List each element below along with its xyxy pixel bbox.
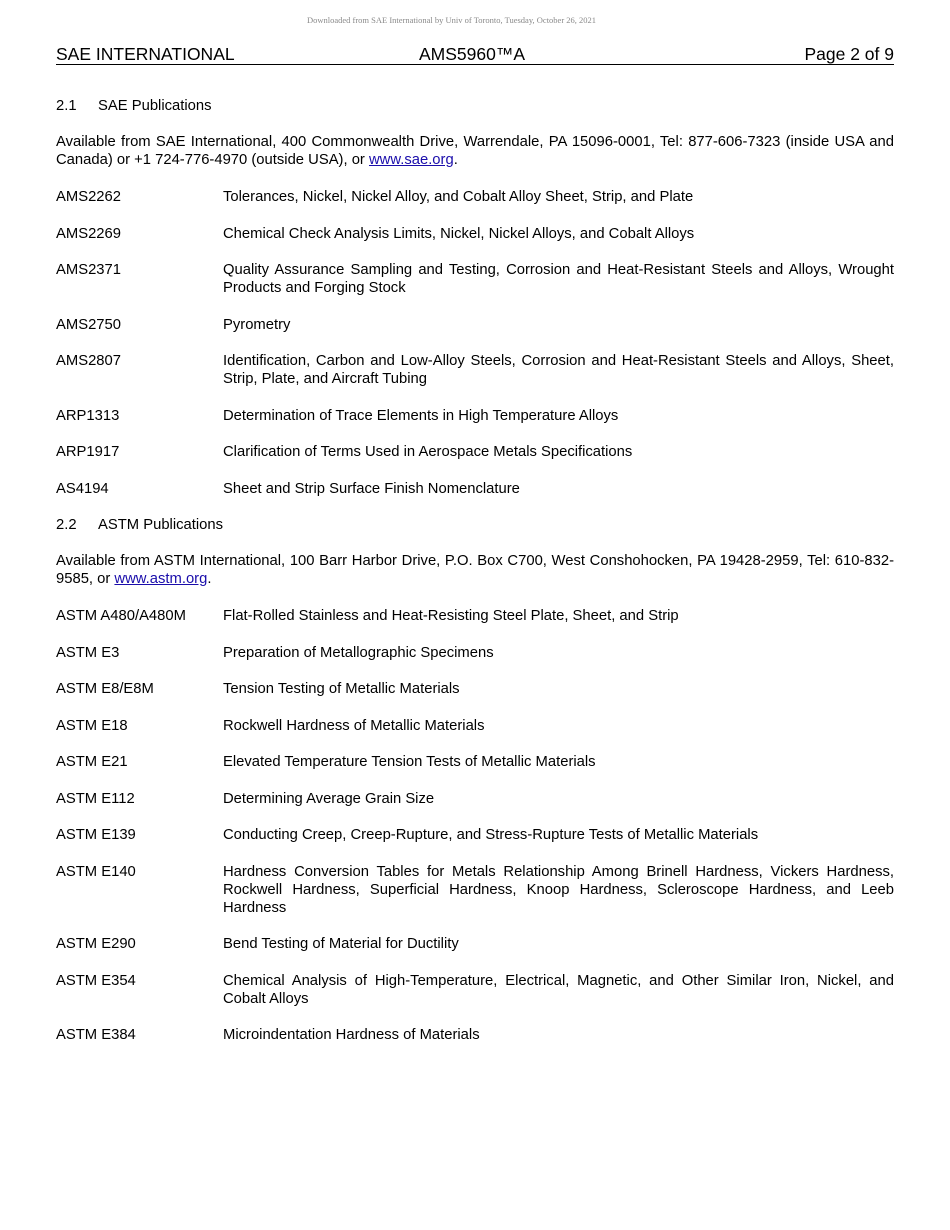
- reference-title: Quality Assurance Sampling and Testing, Corrosion and Heat-Resistant Steels and Alloys, Wrought Products and Forging Stock: [223, 262, 894, 296]
- reference-code: ASTM E354: [56, 972, 136, 989]
- section-number: 2.2: [56, 517, 77, 533]
- page-header: [56, 44, 894, 65]
- reference-row: [56, 753, 894, 771]
- reference-title: Tolerances, Nickel, Nickel Alloy, and Cobalt Alloy Sheet, Strip, and Plate: [223, 189, 694, 205]
- reference-row: [56, 790, 894, 808]
- reference-row: [56, 972, 894, 1008]
- reference-row: [56, 352, 894, 388]
- section-sae-publications-heading: [56, 97, 894, 115]
- astm-availability-paragraph: [56, 552, 894, 588]
- reference-row: [56, 1026, 894, 1044]
- header-document-number: AMS5960™A: [419, 44, 526, 64]
- reference-title: Clarification of Terms Used in Aerospace Metals Specifications: [223, 444, 633, 460]
- reference-code: ASTM E112: [56, 790, 135, 807]
- reference-code: AMS2262: [56, 189, 121, 205]
- reference-row: [56, 316, 894, 334]
- reference-code: AS4194: [56, 480, 109, 497]
- reference-row: [56, 680, 894, 698]
- reference-title: Identification, Carbon and Low-Alloy Steels, Corrosion and Heat-Resistant Steels and Alloys, Sheet, Strip, Plate, and Aircraft Tubing: [223, 353, 894, 387]
- reference-row: [56, 407, 894, 425]
- reference-code: ARP1917: [56, 444, 120, 460]
- sae-availability-paragraph: [56, 133, 894, 169]
- reference-row: [56, 644, 894, 662]
- reference-row: [56, 188, 894, 206]
- reference-code: AMS2269: [56, 225, 121, 242]
- section-number: 2.1: [56, 98, 77, 114]
- reference-title: Rockwell Hardness of Metallic Materials: [223, 717, 485, 734]
- reference-row: [56, 443, 894, 461]
- reference-title: Sheet and Strip Surface Finish Nomenclature: [223, 480, 520, 497]
- reference-title: Determining Average Grain Size: [223, 790, 435, 807]
- availability-text: Available from ASTM International, 100 Barr Harbor Drive, P.O. Box C700, West Conshohocken, PA 19428-2959, Tel: 610-832-9585, or: [56, 553, 894, 587]
- section-title: ASTM Publications: [98, 517, 224, 533]
- reference-title: Determination of Trace Elements in High Temperature Alloys: [223, 407, 619, 424]
- reference-row: [56, 717, 894, 735]
- reference-code: ASTM E384: [56, 1027, 136, 1043]
- reference-row: [56, 935, 894, 953]
- reference-code: ASTM E8/E8M: [56, 681, 154, 697]
- reference-title: Flat-Rolled Stainless and Heat-Resisting Steel Plate, Sheet, and Strip: [223, 608, 679, 624]
- reference-code: ASTM E290: [56, 936, 136, 952]
- reference-row: [56, 480, 894, 498]
- reference-title: Preparation of Metallographic Specimens: [223, 644, 494, 661]
- reference-code: ASTM E140: [56, 863, 136, 880]
- reference-title: Conducting Creep, Creep-Rupture, and Stress-Rupture Tests of Metallic Materials: [223, 827, 759, 843]
- reference-code: ASTM E21: [56, 754, 128, 770]
- reference-code: ARP1313: [56, 407, 120, 424]
- download-watermark: Downloaded from SAE International by Univ of Toronto, Tuesday, October 26, 2021: [306, 15, 597, 25]
- header-page-number: Page 2 of 9: [804, 44, 894, 64]
- sae-website-link[interactable]: www.sae.org: [368, 152, 454, 168]
- reference-title: Microindentation Hardness of Materials: [223, 1027, 480, 1043]
- reference-title: Chemical Analysis of High-Temperature, Electrical, Magnetic, and Other Similar Iron, Nickel, and Cobalt Alloys: [223, 972, 894, 1007]
- astm-reference-list: [56, 607, 894, 1044]
- availability-period: .: [207, 571, 212, 587]
- reference-row: [56, 607, 894, 625]
- availability-text: Available from SAE International, 400 Commonwealth Drive, Warrendale, PA 15096-0001, Tel: 877-606-7323 (inside USA and Canada) or +1 724-776-4970 (outside USA), or: [56, 134, 894, 168]
- reference-code: ASTM A480/A480M: [56, 608, 186, 624]
- reference-title: Hardness Conversion Tables for Metals Relationship Among Brinell Hardness, Vickers Hardness, Rockwell Hardness, Superficial Hardness, Knoop Hardness, Scleroscope Hardness, and Leeb Hardness: [223, 863, 894, 916]
- availability-period: .: [453, 152, 458, 168]
- section-astm-publications-heading: [56, 516, 894, 534]
- reference-code: AMS2807: [56, 353, 121, 369]
- reference-code: ASTM E18: [56, 717, 128, 734]
- reference-title: Tension Testing of Metallic Materials: [223, 681, 460, 697]
- astm-website-link[interactable]: www.astm.org: [114, 571, 208, 587]
- reference-title: Chemical Check Analysis Limits, Nickel, Nickel Alloys, and Cobalt Alloys: [223, 225, 695, 242]
- reference-title: Elevated Temperature Tension Tests of Metallic Materials: [223, 754, 596, 770]
- reference-code: ASTM E3: [56, 644, 120, 661]
- reference-code: ASTM E139: [56, 827, 136, 843]
- reference-title: Pyrometry: [223, 316, 291, 333]
- header-organization: SAE INTERNATIONAL: [56, 44, 235, 64]
- reference-code: AMS2750: [56, 316, 121, 333]
- reference-row: [56, 261, 894, 297]
- reference-row: [56, 826, 894, 844]
- reference-row: [56, 225, 894, 243]
- reference-title: Bend Testing of Material for Ductility: [223, 936, 459, 952]
- sae-reference-list: [56, 188, 894, 498]
- section-title: SAE Publications: [98, 98, 212, 114]
- reference-code: AMS2371: [56, 262, 121, 278]
- page-content: [56, 97, 894, 1063]
- reference-row: [56, 863, 894, 917]
